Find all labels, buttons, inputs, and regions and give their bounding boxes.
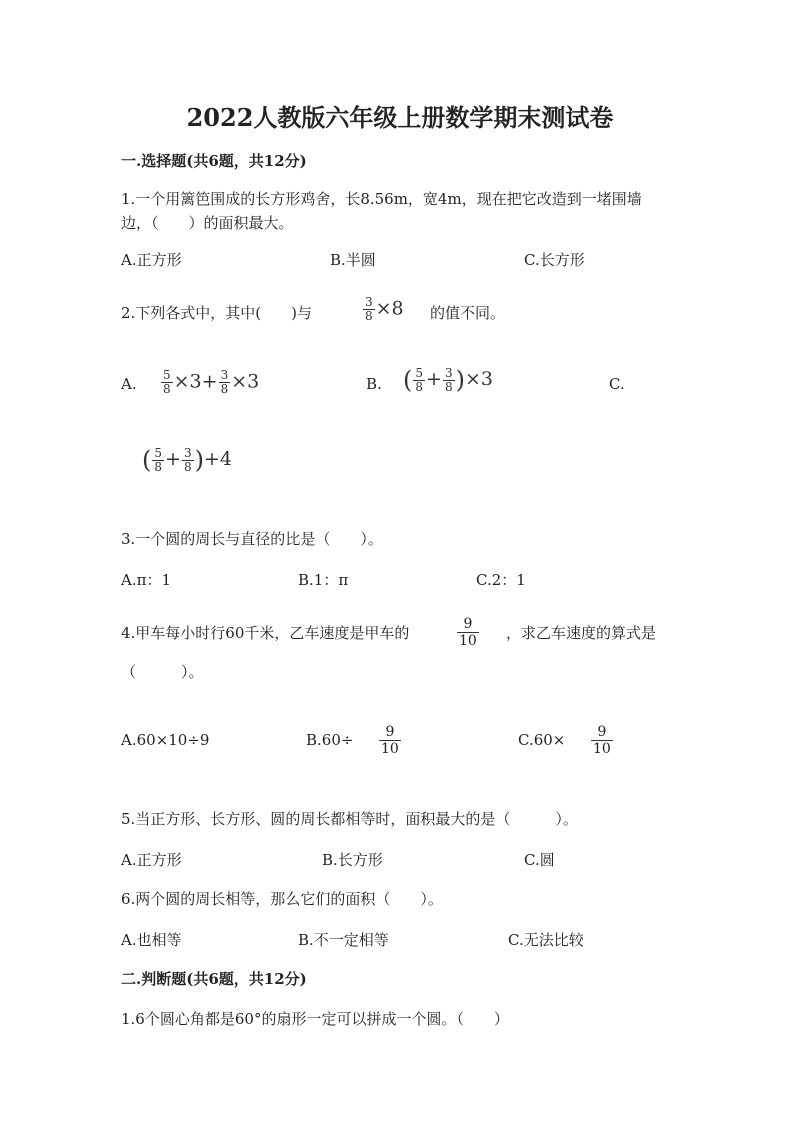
question-1-option-a: A.正方形 xyxy=(121,251,182,269)
question-1-line-1: 1.一个用篱笆围成的长方形鸡舍，长8.56m，宽4m，现在把它改造到一堵围墙 xyxy=(121,190,642,208)
question-3-option-a: A.π：1 xyxy=(121,571,172,589)
question-5-option-a: A.正方形 xyxy=(121,851,182,869)
question-6-text: 6.两个圆的周长相等，那么它们的面积（ ）。 xyxy=(121,890,443,908)
question-1-option-b: B.半圆 xyxy=(330,251,376,269)
question-3-option-c: C.2：1 xyxy=(476,571,526,589)
question-4-line-1-end: ，求乙车速度的算式是 xyxy=(506,624,657,642)
question-4-option-b-fraction: $\frac{9}{10}$ xyxy=(381,724,399,757)
question-5-option-b: B.长方形 xyxy=(322,851,383,869)
question-4-line-1: 4.甲车每小时行60千米，乙车速度是甲车的 xyxy=(121,624,410,642)
question-4-fraction: $\frac{9}{10}$ xyxy=(459,616,477,649)
question-6-option-c: C.无法比较 xyxy=(508,931,584,949)
question-2-option-b-expression: ( $\frac{5}{8}$ + $\frac{3}{8}$ )×3 xyxy=(403,365,493,394)
question-2-expression: $\frac{3}{8}$ ×8 xyxy=(365,295,404,323)
question-2-option-c-expression: ( $\frac{5}{8}$ + $\frac{3}{8}$ )+4 xyxy=(142,445,232,474)
question-5-text: 5.当正方形、长方形、圆的周长都相等时，面积最大的是（ ）。 xyxy=(121,810,578,828)
question-4-option-c-fraction: $\frac{9}{10}$ xyxy=(593,724,611,757)
question-5-option-c: C.圆 xyxy=(524,851,555,869)
question-2-option-a-label: A. xyxy=(121,375,137,393)
section-heading-choice: 一.选择题(共6题，共12分) xyxy=(121,152,307,170)
question-6-option-a: A.也相等 xyxy=(121,931,182,949)
question-4-option-b: B.60÷ xyxy=(306,731,354,749)
question-4-line-2: （ ）。 xyxy=(121,663,204,681)
page-title: 2022人教版六年级上册数学期末测试卷 xyxy=(186,103,614,132)
question-4-option-c: C.60× xyxy=(518,731,566,749)
question-2-option-b-label: B. xyxy=(366,375,382,393)
question-6-option-b: B.不一定相等 xyxy=(298,931,389,949)
question-2-option-a-expression: $\frac{5}{8}$ ×3+ $\frac{3}{8}$ ×3 xyxy=(163,368,260,396)
question-3-option-b: B.1：π xyxy=(298,571,349,589)
question-2-text: 2.下列各式中，其中( )与 xyxy=(121,304,313,322)
judgement-1-text: 1.6个圆心角都是60°的扇形一定可以拼成一个圆。（ ） xyxy=(121,1010,509,1028)
fraction-3-8: $\frac{3}{8}$ xyxy=(365,295,373,323)
question-2-option-c-label: C. xyxy=(609,375,625,393)
question-1-option-c: C.长方形 xyxy=(524,251,585,269)
question-1-line-2: 边，（ ）的面积最大。 xyxy=(121,214,294,232)
question-2-text-end: 的值不同。 xyxy=(430,304,506,322)
question-4-option-a: A.60×10÷9 xyxy=(121,731,210,749)
section-heading-true-false: 二.判断题(共6题，共12分) xyxy=(121,970,307,988)
question-3-text: 3.一个圆的周长与直径的比是（ ）。 xyxy=(121,530,383,548)
